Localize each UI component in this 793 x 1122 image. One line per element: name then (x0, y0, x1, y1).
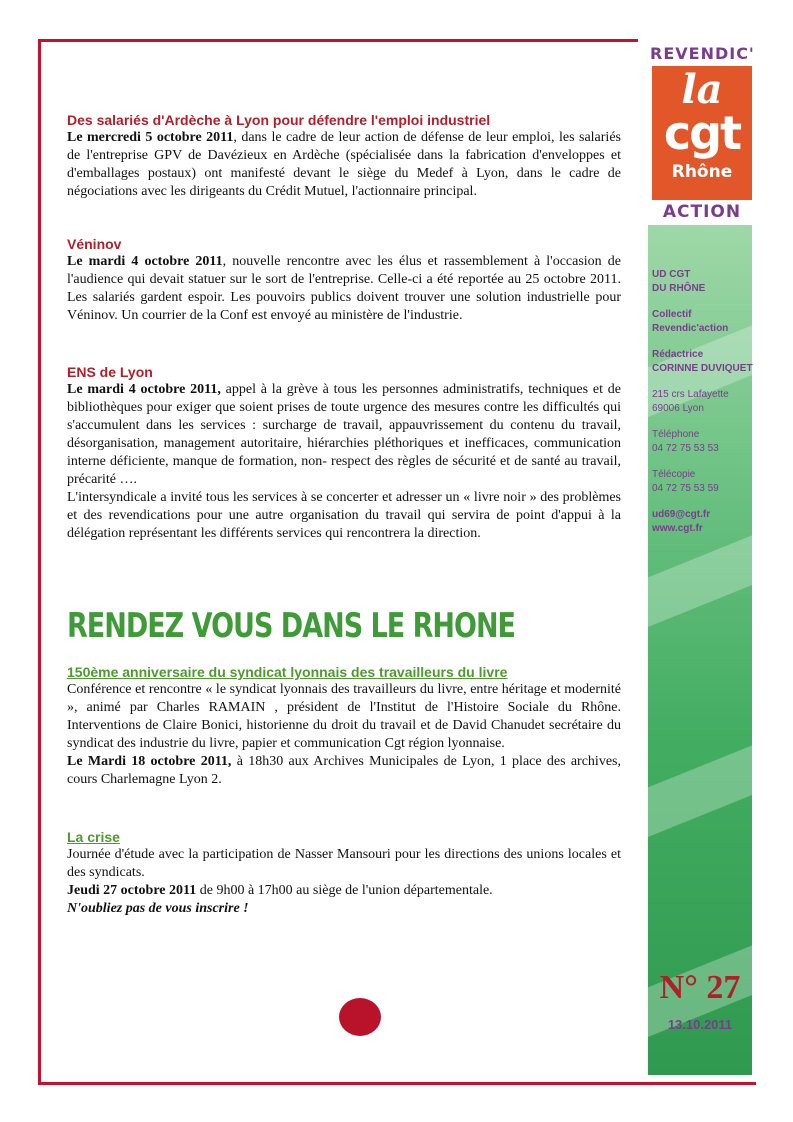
event-title[interactable]: 150ème anniversaire du syndicat lyonnais des travailleurs du livre (67, 664, 508, 680)
article-lead: Le mercredi 5 octobre 2011 (67, 130, 234, 145)
logo-action-text: ACTION (662, 202, 742, 222)
logo-revendic-text: REVENDIC' (650, 44, 755, 63)
address-line2: 69006 Lyon (652, 403, 704, 414)
frame-top-border (38, 39, 638, 42)
article-ardeche (67, 111, 621, 201)
telephone-value: 04 72 75 53 53 (652, 443, 719, 454)
article-text: , nouvelle rencontre avec les élus et rassemblement à l'occasion de l'audience qui devait statuer sur le sort de l'entreprise. Celle-ci a été reportée au 25 octobre 2011. Les salariés gardent espoir. Les pouvoirs publics doivent trouver une solution industrielle pour Véninov. Un courrier de la Conf est envoyé au ministère de l'industrie. (67, 254, 622, 323)
article-text: appel à la grève à tous les personnes administratifs, techniques et de bibliothèques pour exiger que soient prises de toute urgence des mesures contre les difficultés qui s'accumulent dans les services : surcharge de travail, appauvrissement du contenu du travail, désorganisation, management autoritaire, hiérarchies pléthoriques et inefficaces, communication interne déficiente, manque de formation, non- respect des règles de sécurité et de santé au travail, précarité …. (67, 382, 621, 487)
article-body (67, 253, 621, 325)
frame-left-border (38, 39, 41, 1085)
article-lead: Le mardi 4 octobre 2011, (67, 382, 221, 397)
org-line2: DU RHÔNE (652, 283, 706, 294)
article-text: , dans le cadre de leur action de défense de leur emploi, les salariés de l'entreprise GPV de Davézieux en Ardèche (spécialisée dans la fabrication d'enveloppes et d'emballages postaux) ont manifesté devant le siège du Medef à Lyon, dans le cadre de négociations avec les dirigeants du Crédit Mutuel, l'actionnaire principal. (67, 130, 621, 199)
event-when (67, 753, 621, 789)
email-link[interactable]: ud69@cgt.fr (652, 509, 711, 520)
event-when-text: à 18h30 aux Archives Municipales de Lyon, 1 place des archives, cours Charlemagne Lyon 2. (67, 754, 621, 787)
event-title[interactable]: La crise (67, 829, 120, 845)
org-line1: UD CGT (652, 269, 691, 280)
sidebar-stripe (648, 729, 752, 847)
section-title: RENDEZ VOUS DANS LE RHONE (67, 606, 515, 646)
event-la-crise (67, 828, 621, 918)
article-title: ENS de Lyon (67, 364, 153, 380)
event-when (67, 882, 621, 900)
issue-number: N° 27 (659, 969, 741, 1006)
cgt-logo (650, 44, 754, 224)
issue-date: 13.10.2011 (667, 1017, 733, 1032)
logo-cgt-text: cgt (663, 106, 741, 160)
website-link[interactable]: www.cgt.fr (652, 523, 703, 534)
event-anniversaire (67, 663, 621, 789)
article-body (67, 129, 621, 201)
event-body: Conférence et rencontre « le syndicat lyonnais des travailleurs du livre, entre héritage et modernité », animé par Charles RAMAIN , président de l'Institut de l'Histoire Sociale du Rhône. Interventions de Claire Bonici, historienne du droit du travail et de David Chanudet secrétaire du syndicat des industrie du livre, papier et communication Cgt région lyonnaise. (67, 682, 621, 751)
article-title: Des salariés d'Ardèche à Lyon pour défendre l'emploi industriel (67, 112, 491, 128)
article-veninov (67, 235, 621, 325)
redactrice-name: CORINNE DUVIQUET (652, 363, 753, 374)
contact-block (652, 268, 754, 536)
logo-rhone-text: Rhône (671, 162, 733, 182)
logo-orange-box (652, 66, 752, 200)
event-lead: Le Mardi 18 octobre 2011, (67, 754, 232, 769)
logo-la-text: la (681, 66, 723, 113)
article-lead: Le mardi 4 octobre 2011 (67, 254, 223, 269)
event-body: Journée d'étude avec la participation de Nasser Mansouri pour les directions des unions locales et des syndicats. (67, 847, 621, 880)
article-body (67, 381, 621, 489)
frame-bottom-border (38, 1082, 756, 1085)
collectif-line2: Revendic'action (652, 323, 729, 334)
redactrice-label: Rédactrice (652, 349, 704, 360)
event-lead: Jeudi 27 octobre 2011 (67, 883, 197, 898)
collectif-line1: Collectif (652, 309, 692, 320)
sidebar-stripe (648, 519, 752, 637)
telecopie-label: Télécopie (652, 469, 696, 480)
event-when-text: de 9h00 à 17h00 au siège de l'union départementale. (196, 883, 493, 898)
article-title: Véninov (67, 236, 122, 252)
article-ens-lyon (67, 363, 621, 543)
event-reminder: N'oubliez pas de vous inscrire ! (67, 901, 249, 916)
address-line1: 215 crs Lafayette (652, 389, 729, 400)
decorative-red-dot (339, 998, 381, 1036)
article-body-continued: L'intersyndicale a invité tous les services à se concerter et adresser un « livre noir » des problèmes et des revendications pour une autre organisation du travail qui servira de point d'appui à la délégation représentant les différents services qui rencontrera la direction. (67, 490, 621, 541)
telecopie-value: 04 72 75 53 59 (652, 483, 719, 494)
telephone-label: Téléphone (652, 429, 700, 440)
